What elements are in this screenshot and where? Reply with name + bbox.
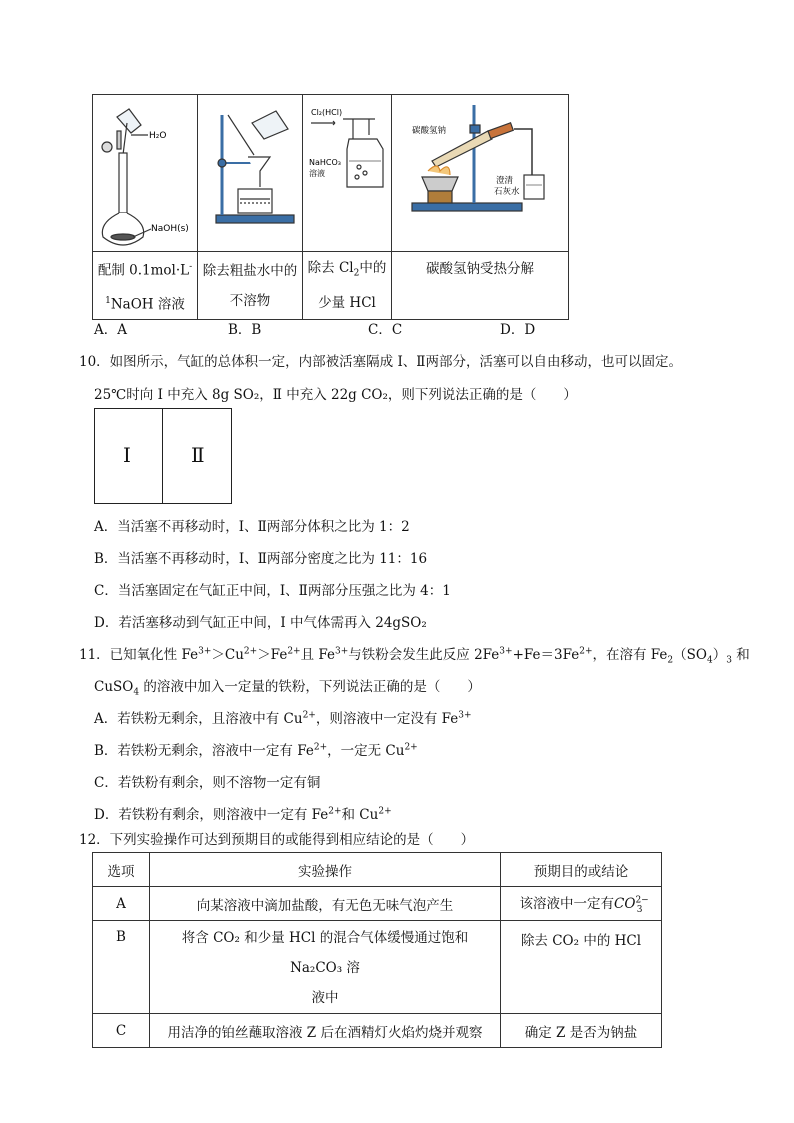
caption-a: 配制 0.1mol·L- $^1$NaOH 溶液: [93, 252, 198, 320]
piston: [162, 409, 163, 503]
h2o-label: H₂O: [149, 131, 167, 141]
volumetric-flask-figure: [93, 95, 197, 247]
q11-option-a: A．若铁粉无剩余，且溶液中有 $Cu^{2+}$，则溶液中一定没有 $Fe^{3+}$: [94, 710, 472, 727]
q11-stem-line1: 11．已知氧化性 $Fe^{3+}>Cu^{2+}>Fe^{2+}$且 $Fe^{3+}$与铁粉会发生此反应 $2Fe^{3+}+Fe=3Fe^{2+}$，在溶有 $Fe_2(SO_4)_3$ 和: [79, 646, 750, 666]
figure-c: [303, 95, 392, 252]
apparatus-table: [92, 94, 569, 320]
q9-option-d: D．D: [500, 322, 536, 338]
q9-option-a: A．A: [94, 322, 127, 338]
naoh-label: NaOH(s): [151, 224, 189, 234]
nahco3-label-1: NaHCO₃: [309, 158, 341, 167]
cl2-hcl-label: Cl₂(HCl): [311, 108, 343, 117]
cylinder-diagram: [94, 408, 232, 504]
q10-option-b: B．当活塞不再移动时，Ⅰ、Ⅱ两部分密度之比为 11：16: [94, 551, 428, 567]
sodium-bicarbonate-label: 碳酸氢钠: [412, 126, 447, 136]
q12-stem: 12．下列实验操作可达到预期目的或能得到相应结论的是（ ）: [79, 832, 475, 848]
thermal-decomposition-figure: [392, 95, 568, 247]
q11-option-b: B．若铁粉无剩余，溶液中一定有 $Fe^{2+}$，一定无 $Cu^{2+}$: [94, 742, 418, 759]
q10-option-c: C．当活塞固定在气缸正中间，Ⅰ、Ⅱ两部分压强之比为 4：1: [94, 583, 451, 599]
caption-c: 除去 $Cl_2$中的 少量 HCl: [303, 252, 392, 320]
nahco3-label-2: 溶液: [309, 169, 325, 178]
filtration-figure: [198, 95, 302, 247]
q11-stem-line2: CuSO$_4$ 的溶液中加入一定量的铁粉，下列说法正确的是（ ）: [94, 679, 481, 698]
q11-option-d: D．若铁粉有剩余，则溶液中一定有 $Fe^{2+}$和 $Cu^{2+}$: [94, 806, 392, 823]
chamber-2-label: Ⅱ: [191, 443, 205, 467]
q10-option-d: D．若活塞移动到气缸正中间，Ⅰ 中气体需再入 24gSO₂: [94, 615, 427, 631]
q10-stem-line2: 25℃时向 Ⅰ 中充入 8g SO₂，Ⅱ 中充入 22g CO₂，则下列说法正确的是（ ）: [94, 387, 577, 403]
chamber-1-label: Ⅰ: [123, 443, 131, 467]
q10-option-a: A．当活塞不再移动时，Ⅰ、Ⅱ两部分体积之比为 1：2: [94, 519, 410, 535]
gas-washing-bottle-figure: [303, 95, 391, 247]
limewater-label-1: 澄清: [496, 176, 514, 186]
figure-d: [392, 95, 569, 252]
table-row: A 向某溶液中滴加盐酸，有无色无味气泡产生 该溶液中一定有$CO^{2-}_3$: [93, 887, 662, 921]
table-row: B 将含 CO₂ 和少量 HCl 的混合气体缓慢通过饱和 Na₂CO₃ 溶 液中 除去 CO₂ 中的 HCl: [93, 921, 662, 1014]
caption-b: 除去粗盐水中的 不溶物: [198, 252, 303, 320]
header-option: 选项: [93, 853, 150, 887]
q9-option-c: C．C: [368, 322, 403, 338]
header-operation: 实验操作: [150, 853, 501, 887]
q9-option-b: B．B: [228, 322, 262, 338]
header-conclusion: 预期目的或结论: [501, 853, 662, 887]
figure-a: [93, 95, 198, 252]
limewater-label-2: 石灰水: [494, 187, 520, 197]
q10-stem-line1: 10．如图所示，气缸的总体积一定，内部被活塞隔成 Ⅰ、Ⅱ两部分，活塞可以自由移动，也可以固定。: [79, 354, 682, 370]
experiment-table: [92, 852, 662, 1048]
table-header-row: [93, 853, 662, 887]
table-row: C 用洁净的铂丝蘸取溶液 Z 后在酒精灯火焰灼烧并观察 确定 Z 是否为钠盐: [93, 1014, 662, 1048]
figure-b: [198, 95, 303, 252]
q11-option-c: C．若铁粉有剩余，则不溶物一定有铜: [94, 775, 321, 791]
caption-d: 碳酸氢钠受热分解: [392, 252, 569, 320]
